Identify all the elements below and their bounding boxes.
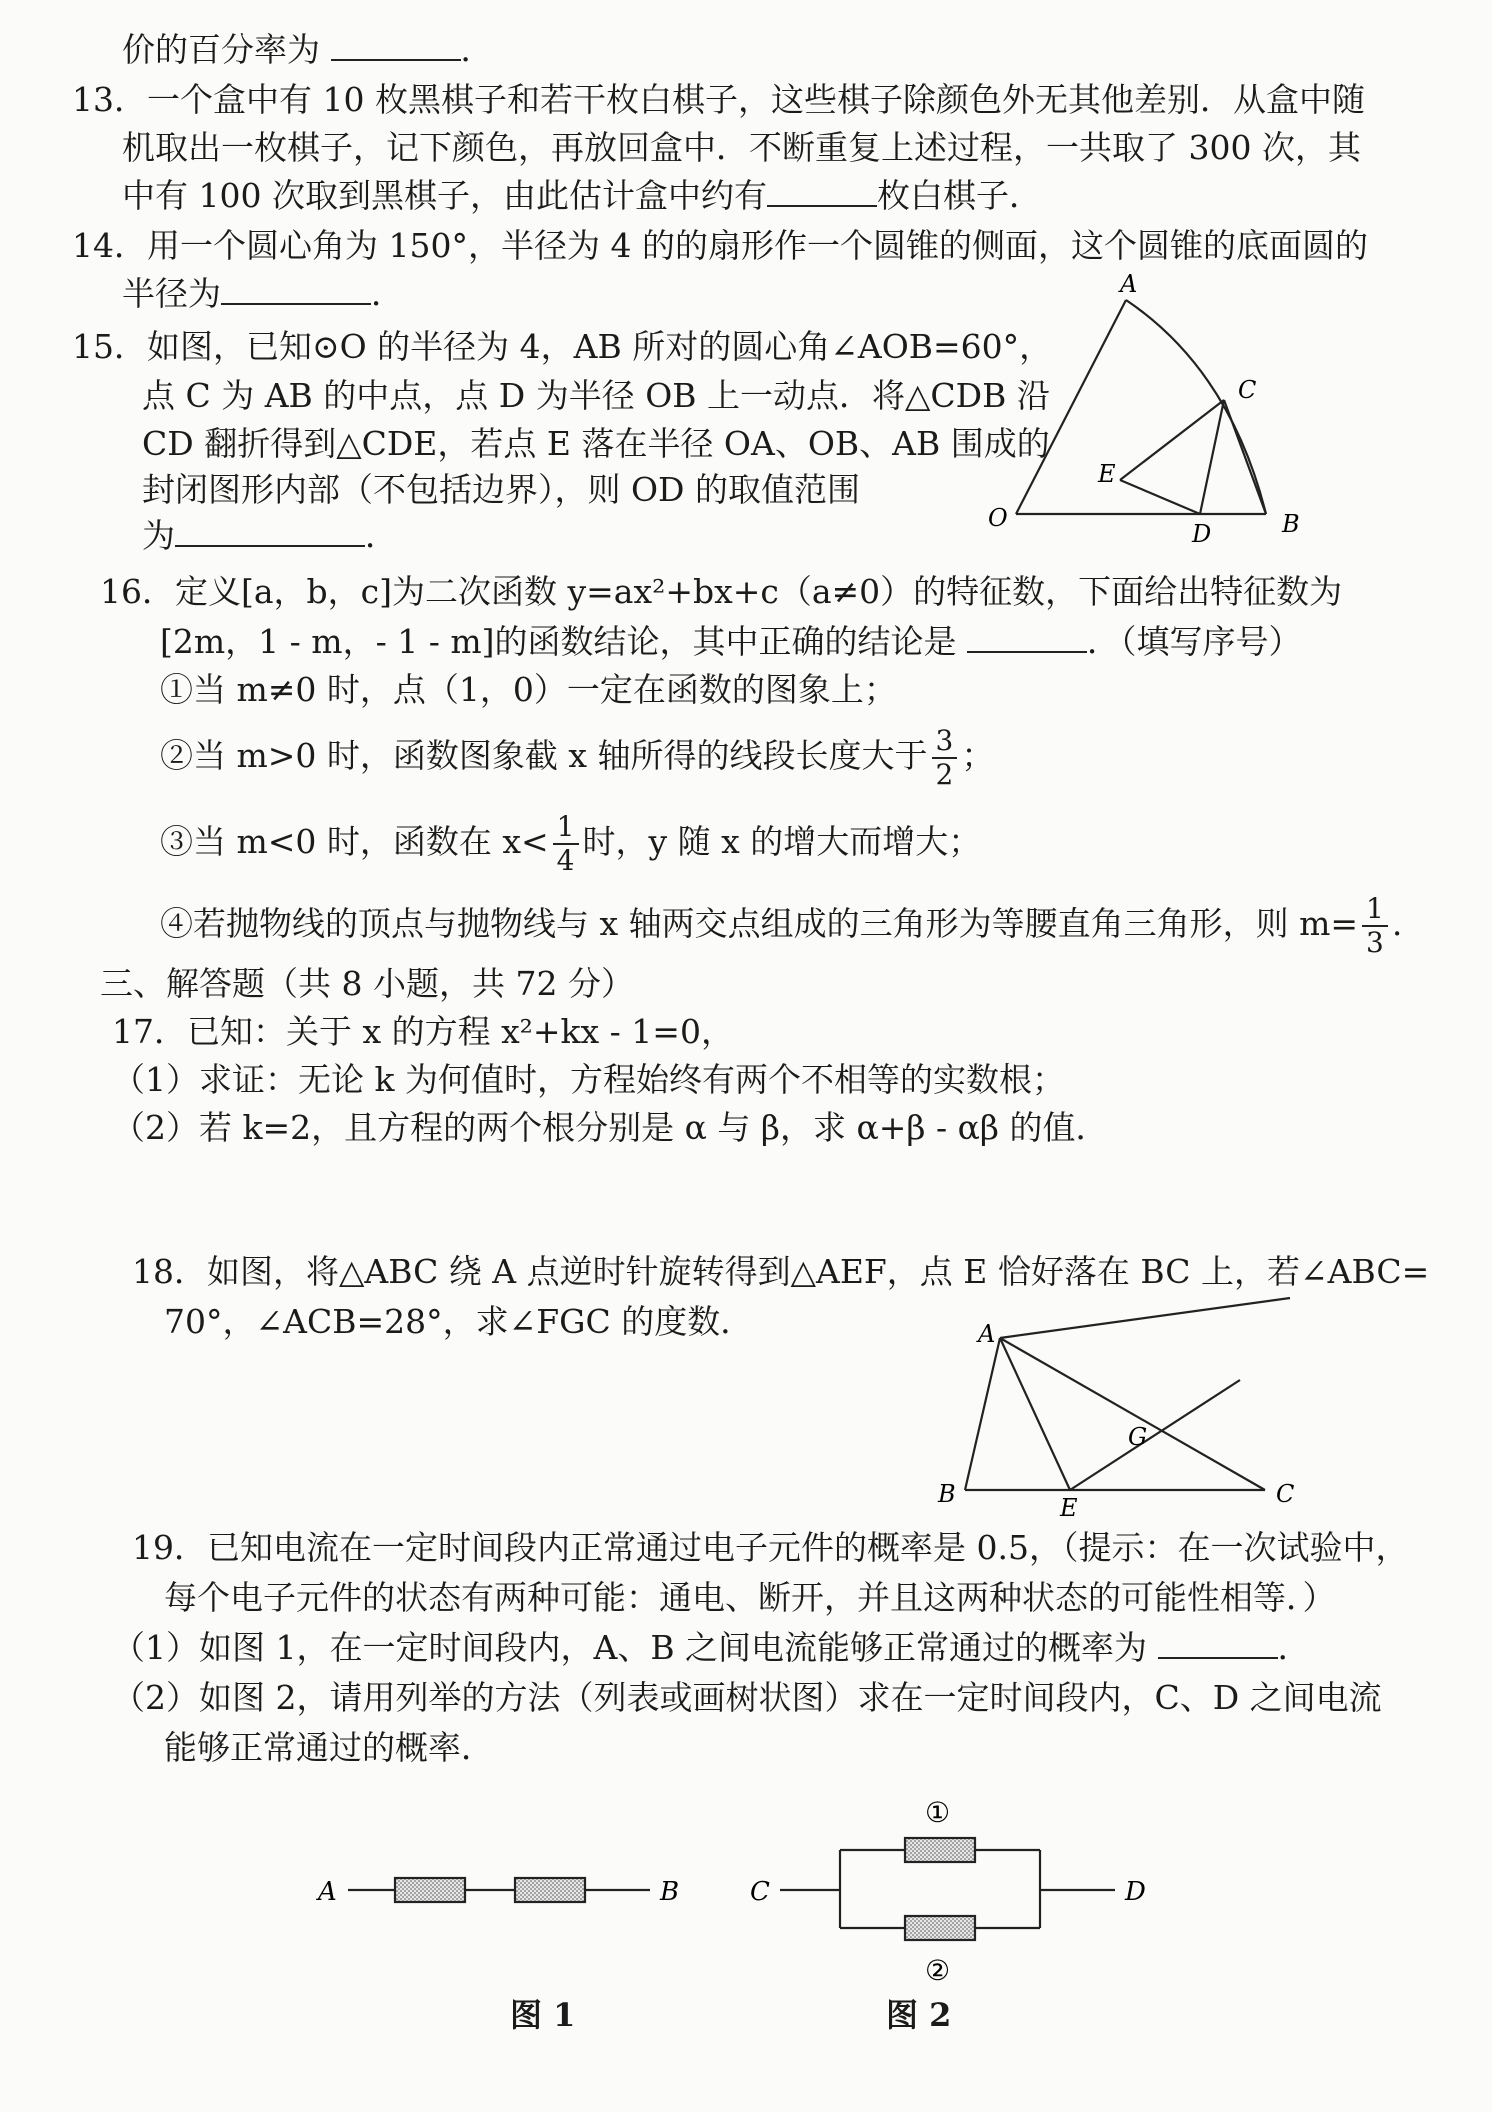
q18-line1: 18．如图，将△ABC 绕 A 点逆时针旋转得到△AEF，点 E 恰好落在 BC 上，若∠ABC= [132,1252,1430,1291]
segment-EF [1070,1380,1240,1490]
segment-AE [1000,1338,1070,1490]
component-2 [905,1916,975,1940]
q15-line1: 15．如图，已知⊙O 的半径为 4，AB 所对的圆心角∠AOB=60°， [72,327,1053,366]
q16-option3: ③当 m<0 时，函数在 x< $\frac{1}{4}$ 时，y 随 x 的增大而增大； [160,810,982,877]
q17-line1: 17．已知：关于 x 的方程 x²+kx - 1=0， [112,1012,734,1051]
answer-blank[interactable] [331,29,461,61]
label-A: A [1120,270,1138,298]
q19-line2: 每个电子元件的状态有两种可能：通电、断开，并且这两种状态的可能性相等．） [164,1578,1336,1617]
q17-part2: （2）若 k=2，且方程的两个根分别是 α 与 β，求 α+β - αβ 的值． [112,1108,1109,1147]
figure-2-caption: 图 2 [886,1996,952,2034]
q15-line4: 封闭图形内部（不包括边界），则 OD 的取值范围 [142,470,860,509]
q19-part1: （1）如图 1，在一定时间段内，A、B 之间电流能够正常通过的概率为 ． [112,1628,1311,1667]
q15-line3: CD 翻折得到△CDE，若点 E 落在半径 OA、OB、AB 围成的 [142,424,1050,463]
label-E: E [1060,1494,1078,1520]
answer-blank[interactable] [1158,1627,1278,1659]
label-C: C [750,1877,770,1907]
q12-tail: 价的百分率为 ． [122,30,494,69]
q19-line1: 19．已知电流在一定时间段内正常通过电子元件的概率是 0.5，（提示：在一次试验中， [132,1528,1409,1567]
label-2: ② [925,1954,951,1987]
answer-blank[interactable] [221,273,371,305]
label-A: A [978,1320,996,1348]
q18-line2: 70°，∠ACB=28°，求∠FGC 的度数． [164,1302,754,1341]
arc-AB [1126,300,1266,514]
figure-18 [930,1290,1310,1520]
figure-15 [970,270,1310,550]
label-D: D [1192,520,1212,548]
label-C: C [1238,376,1257,404]
q16-option4: ④若抛物线的顶点与抛物线与 x 轴两交点组成的三角形为等腰直角三角形，则 m= $\frac{1}{3}$ . [160,892,1403,959]
q16-option2: ②当 m>0 时，函数图象截 x 轴所得的线段长度大于 $\frac{3}{2}$ ； [160,724,995,791]
segment-AF [1000,1298,1290,1338]
fraction: $\frac{1}{3}$ [1362,893,1388,959]
q16-line2: [2m，1 - m，- 1 - m]的函数结论，其中正确的结论是 ．（填写序号） [160,622,1302,661]
label-O: O [988,504,1008,532]
label-G: G [1128,1423,1148,1451]
q16-line1: 16．定义[a，b，c]为二次函数 y=ax²+bx+c（a≠0）的特征数，下面给出特征数为 [100,572,1343,611]
q13-line1: 13．一个盒中有 10 枚黑棋子和若干枚白棋子，这些棋子除颜色外无其他差别．从盒中随 [72,80,1365,119]
q15-line5: 为 ． [142,516,398,555]
segment-ED [1120,480,1200,514]
q19-part2-line2: 能够正常通过的概率． [164,1728,494,1767]
q17-part1: （1）求证：无论 k 为何值时，方程始终有两个不相等的实数根； [112,1060,1065,1099]
segment-AC [1000,1338,1265,1490]
label-C: C [1276,1480,1295,1508]
segment-CE [1120,400,1224,480]
answer-blank[interactable] [175,515,365,547]
label-E: E [1098,460,1116,488]
answer-blank[interactable] [967,621,1087,653]
figure-19 [300,1790,1160,2050]
component-1 [905,1838,975,1862]
q15-line2: 点 C 为 AB 的中点，点 D 为半径 OB 上一动点．将△CDB 沿 [142,376,1050,415]
q13-line2: 机取出一枚棋子，记下颜色，再放回盒中．不断重复上述过程，一共取了 300 次，其 [122,128,1361,167]
label-B: B [660,1877,680,1907]
label-1: ① [925,1796,951,1829]
resistor-1 [395,1878,465,1902]
label-B: B [1282,510,1300,538]
section-3-heading: 三、解答题（共 8 小题，共 72 分） [100,964,634,1003]
label-A: A [318,1877,337,1907]
fraction: $\frac{3}{2}$ [932,725,958,791]
answer-blank[interactable] [767,175,877,207]
label-B: B [938,1480,956,1508]
figure-1-caption: 图 1 [510,1996,576,2034]
segment-CD [1200,400,1224,514]
label-D: D [1125,1877,1146,1907]
fraction: $\frac{1}{4}$ [553,811,579,877]
q14-line1: 14．用一个圆心角为 150°，半径为 4 的的扇形作一个圆锥的侧面，这个圆锥的底面圆的 [72,226,1368,265]
resistor-2 [515,1878,585,1902]
q16-option1: ①当 m≠0 时，点（1，0）一定在函数的图象上； [160,670,897,709]
segment-CB [1224,400,1266,514]
q13-line3: 中有 100 次取到黑棋子，由此估计盒中约有 枚白棋子． [122,176,1042,215]
segment-AB [965,1338,1000,1490]
q19-part2: （2）如图 2，请用列举的方法（列表或画树状图）求在一定时间段内，C、D 之间电流 [112,1678,1382,1717]
q14-line2: 半径为 ． [122,274,404,313]
